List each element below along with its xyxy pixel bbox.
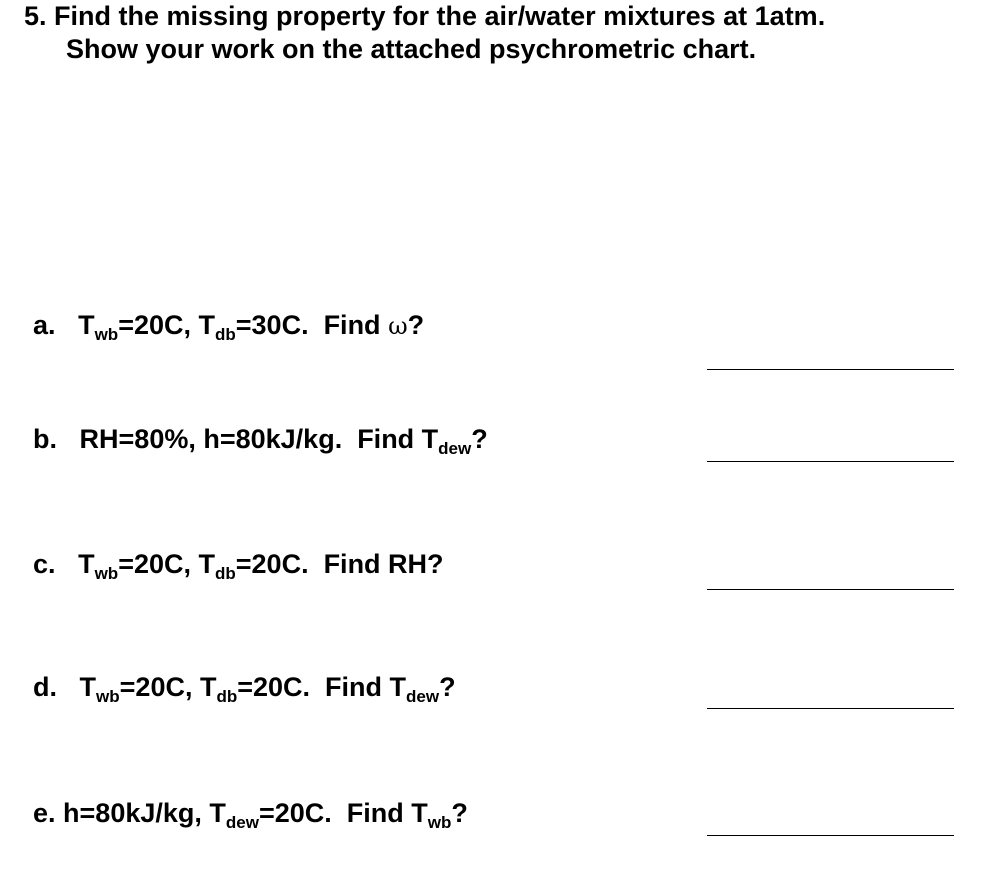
problem-title: 5. Find the missing property for the air/water mixtures at 1atm. (24, 1, 826, 31)
answer-blank-b[interactable] (707, 461, 954, 462)
answer-blank-d[interactable] (707, 708, 954, 709)
question-e (33, 797, 468, 832)
question-letter: a. (33, 310, 56, 340)
problem-header (24, 0, 825, 66)
omega-symbol: ω (388, 312, 408, 340)
question-letter: b. (33, 424, 57, 454)
problem-instructions: Show your work on the attached psychrometric chart. (66, 34, 757, 64)
question-c (33, 548, 444, 583)
question-text: RH=80%, h=80kJ/kg. Find $T_{dew}$? (79, 424, 488, 458)
question-letter: d. (33, 672, 57, 702)
question-text: $T_{wb}=20C$, $T_{db}=20C$. Find $T_{dew}$? (79, 672, 456, 706)
answer-blank-a[interactable] (707, 369, 954, 370)
question-text: $T_{wb}=20C$, $T_{db}=30C$. Find ω? (78, 310, 425, 344)
question-text: h=80kJ/kg, $T_{dew}=20C$. Find $T_{wb}$? (63, 798, 468, 832)
question-letter: e. (33, 798, 56, 828)
answer-blank-e[interactable] (707, 835, 954, 836)
question-b (33, 423, 488, 458)
question-a (33, 309, 424, 342)
answer-blank-c[interactable] (707, 589, 954, 590)
question-letter: c. (33, 549, 56, 579)
question-d (33, 671, 456, 706)
question-text: $T_{wb}=20C$, $T_{db}=20C$. Find RH? (78, 549, 444, 583)
